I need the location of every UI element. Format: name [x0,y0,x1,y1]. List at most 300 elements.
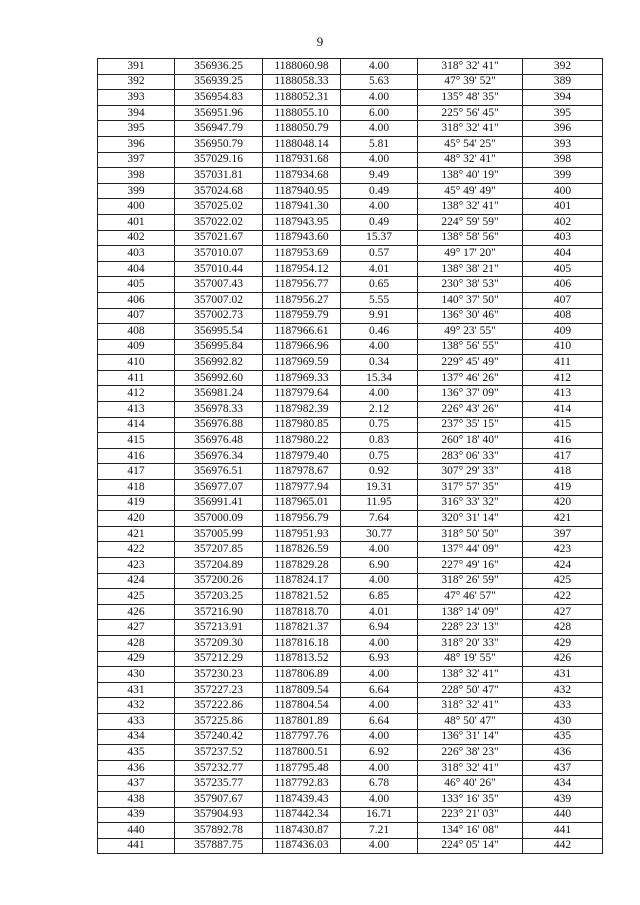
table-row [98,152,603,168]
y-coordinate-cell: 1187978.67 [263,464,341,480]
table-row [98,214,603,230]
y-coordinate-cell: 1187829.28 [263,558,341,574]
distance-cell: 4.01 [341,261,418,277]
table-row [98,698,603,714]
next-point-cell: 394 [523,90,603,106]
table-row [98,651,603,667]
table-row [98,308,603,324]
table-row [98,589,603,605]
bearing-cell: 136° 30' 46" [418,308,523,324]
x-coordinate-cell: 357022.02 [175,214,263,230]
distance-cell: 7.64 [341,511,418,527]
x-coordinate-cell: 357200.26 [175,573,263,589]
y-coordinate-cell: 1187956.27 [263,292,341,308]
next-point-cell: 433 [523,698,603,714]
table-row [98,807,603,823]
point-number-cell: 434 [98,729,175,745]
x-coordinate-cell: 356976.51 [175,464,263,480]
table-row [98,199,603,215]
table-row [98,667,603,683]
distance-cell: 4.00 [341,339,418,355]
bearing-cell: 320° 31' 14" [418,511,523,527]
distance-cell: 9.49 [341,168,418,184]
point-number-cell: 435 [98,745,175,761]
table-row [98,823,603,839]
distance-cell: 5.63 [341,74,418,90]
y-coordinate-cell: 1187436.03 [263,838,341,854]
x-coordinate-cell: 356977.07 [175,480,263,496]
table-row [98,838,603,854]
point-number-cell: 409 [98,339,175,355]
distance-cell: 15.37 [341,230,418,246]
bearing-cell: 224° 59' 59" [418,214,523,230]
bearing-cell: 135° 48' 35" [418,90,523,106]
point-number-cell: 422 [98,542,175,558]
y-coordinate-cell: 1187430.87 [263,823,341,839]
next-point-cell: 426 [523,651,603,667]
point-number-cell: 429 [98,651,175,667]
next-point-cell: 419 [523,480,603,496]
y-coordinate-cell: 1187797.76 [263,729,341,745]
bearing-cell: 136° 31' 14" [418,729,523,745]
bearing-cell: 47° 39' 52" [418,74,523,90]
bearing-cell: 45° 54' 25" [418,136,523,152]
x-coordinate-cell: 357025.02 [175,199,263,215]
table-row [98,573,603,589]
y-coordinate-cell: 1187980.22 [263,433,341,449]
point-number-cell: 430 [98,667,175,683]
next-point-cell: 397 [523,526,603,542]
next-point-cell: 431 [523,667,603,683]
next-point-cell: 429 [523,635,603,651]
x-coordinate-cell: 356939.25 [175,74,263,90]
table-row [98,324,603,340]
y-coordinate-cell: 1187818.70 [263,604,341,620]
distance-cell: 4.00 [341,386,418,402]
point-number-cell: 424 [98,573,175,589]
next-point-cell: 440 [523,807,603,823]
y-coordinate-cell: 1187934.68 [263,168,341,184]
bearing-cell: 138° 14' 09" [418,604,523,620]
distance-cell: 5.55 [341,292,418,308]
distance-cell: 7.21 [341,823,418,839]
next-point-cell: 425 [523,573,603,589]
y-coordinate-cell: 1187956.77 [263,277,341,293]
y-coordinate-cell: 1187969.33 [263,370,341,386]
y-coordinate-cell: 1187940.95 [263,183,341,199]
y-coordinate-cell: 1187809.54 [263,682,341,698]
x-coordinate-cell: 357216.90 [175,604,263,620]
point-number-cell: 425 [98,589,175,605]
point-number-cell: 412 [98,386,175,402]
next-point-cell: 407 [523,292,603,308]
point-number-cell: 402 [98,230,175,246]
bearing-cell: 137° 46' 26" [418,370,523,386]
coordinates-table-body [98,59,603,854]
point-number-cell: 391 [98,59,175,75]
point-number-cell: 421 [98,526,175,542]
y-coordinate-cell: 1187800.51 [263,745,341,761]
table-row [98,417,603,433]
bearing-cell: 48° 19' 55" [418,651,523,667]
x-coordinate-cell: 356991.41 [175,495,263,511]
page-number: 9 [316,34,324,49]
point-number-cell: 441 [98,838,175,854]
next-point-cell: 403 [523,230,603,246]
table-row [98,511,603,527]
y-coordinate-cell: 1187979.64 [263,386,341,402]
table-row [98,74,603,90]
distance-cell: 4.00 [341,59,418,75]
x-coordinate-cell: 356947.79 [175,121,263,137]
x-coordinate-cell: 357232.77 [175,760,263,776]
bearing-cell: 138° 56' 55" [418,339,523,355]
point-number-cell: 414 [98,417,175,433]
x-coordinate-cell: 357007.02 [175,292,263,308]
table-row [98,729,603,745]
table-row [98,246,603,262]
x-coordinate-cell: 357209.30 [175,635,263,651]
x-coordinate-cell: 357240.42 [175,729,263,745]
next-point-cell: 442 [523,838,603,854]
x-coordinate-cell: 356995.84 [175,339,263,355]
bearing-cell: 133° 16' 35" [418,791,523,807]
table-row [98,183,603,199]
next-point-cell: 416 [523,433,603,449]
distance-cell: 6.93 [341,651,418,667]
bearing-cell: 136° 37' 09" [418,386,523,402]
next-point-cell: 435 [523,729,603,745]
next-point-cell: 411 [523,355,603,371]
distance-cell: 0.75 [341,417,418,433]
x-coordinate-cell: 356976.48 [175,433,263,449]
y-coordinate-cell: 1187953.69 [263,246,341,262]
y-coordinate-cell: 1187795.48 [263,760,341,776]
point-number-cell: 395 [98,121,175,137]
point-number-cell: 415 [98,433,175,449]
next-point-cell: 401 [523,199,603,215]
table-row [98,90,603,106]
next-point-cell: 427 [523,604,603,620]
bearing-cell: 138° 32' 41" [418,667,523,683]
bearing-cell: 137° 44' 09" [418,542,523,558]
bearing-cell: 138° 32' 41" [418,199,523,215]
next-point-cell: 420 [523,495,603,511]
bearing-cell: 228° 50' 47" [418,682,523,698]
distance-cell: 0.49 [341,214,418,230]
x-coordinate-cell: 357235.77 [175,776,263,792]
next-point-cell: 424 [523,558,603,574]
bearing-cell: 318° 32' 41" [418,698,523,714]
next-point-cell: 421 [523,511,603,527]
table-row [98,745,603,761]
distance-cell: 6.92 [341,745,418,761]
y-coordinate-cell: 1187801.89 [263,713,341,729]
distance-cell: 0.65 [341,277,418,293]
y-coordinate-cell: 1187821.52 [263,589,341,605]
table-row [98,261,603,277]
x-coordinate-cell: 357230.23 [175,667,263,683]
y-coordinate-cell: 1187931.68 [263,152,341,168]
distance-cell: 6.64 [341,713,418,729]
distance-cell: 0.49 [341,183,418,199]
point-number-cell: 433 [98,713,175,729]
point-number-cell: 413 [98,402,175,418]
point-number-cell: 436 [98,760,175,776]
y-coordinate-cell: 1188048.14 [263,136,341,152]
x-coordinate-cell: 357000.09 [175,511,263,527]
next-point-cell: 428 [523,620,603,636]
distance-cell: 4.00 [341,121,418,137]
bearing-cell: 230° 38' 53" [418,277,523,293]
y-coordinate-cell: 1187826.59 [263,542,341,558]
table-row [98,542,603,558]
table-row [98,558,603,574]
point-number-cell: 440 [98,823,175,839]
table-row [98,791,603,807]
distance-cell: 15.34 [341,370,418,386]
y-coordinate-cell: 1188052.31 [263,90,341,106]
distance-cell: 6.00 [341,105,418,121]
y-coordinate-cell: 1187804.54 [263,698,341,714]
distance-cell: 0.34 [341,355,418,371]
next-point-cell: 409 [523,324,603,340]
table-row [98,168,603,184]
bearing-cell: 229° 45' 49" [418,355,523,371]
bearing-cell: 48° 32' 41" [418,152,523,168]
bearing-cell: 228° 23' 13" [418,620,523,636]
next-point-cell: 396 [523,121,603,137]
distance-cell: 0.75 [341,448,418,464]
y-coordinate-cell: 1187824.17 [263,573,341,589]
x-coordinate-cell: 357005.99 [175,526,263,542]
y-coordinate-cell: 1187966.96 [263,339,341,355]
next-point-cell: 404 [523,246,603,262]
bearing-cell: 45° 49' 49" [418,183,523,199]
table-row [98,355,603,371]
distance-cell: 19.31 [341,480,418,496]
bearing-cell: 318° 32' 41" [418,121,523,137]
distance-cell: 0.57 [341,246,418,262]
x-coordinate-cell: 357010.07 [175,246,263,262]
x-coordinate-cell: 356976.34 [175,448,263,464]
next-point-cell: 395 [523,105,603,121]
point-number-cell: 432 [98,698,175,714]
next-point-cell: 400 [523,183,603,199]
x-coordinate-cell: 357904.93 [175,807,263,823]
bearing-cell: 283° 06' 33" [418,448,523,464]
table-row [98,464,603,480]
table-row [98,402,603,418]
distance-cell: 4.00 [341,729,418,745]
point-number-cell: 439 [98,807,175,823]
next-point-cell: 434 [523,776,603,792]
point-number-cell: 418 [98,480,175,496]
x-coordinate-cell: 357010.44 [175,261,263,277]
table-row [98,713,603,729]
bearing-cell: 138° 40' 19" [418,168,523,184]
next-point-cell: 408 [523,308,603,324]
table-row [98,370,603,386]
distance-cell: 6.90 [341,558,418,574]
distance-cell: 4.00 [341,542,418,558]
next-point-cell: 413 [523,386,603,402]
point-number-cell: 419 [98,495,175,511]
y-coordinate-cell: 1187442.34 [263,807,341,823]
distance-cell: 4.00 [341,760,418,776]
next-point-cell: 432 [523,682,603,698]
point-number-cell: 423 [98,558,175,574]
distance-cell: 30.77 [341,526,418,542]
x-coordinate-cell: 357212.29 [175,651,263,667]
point-number-cell: 406 [98,292,175,308]
next-point-cell: 393 [523,136,603,152]
point-number-cell: 408 [98,324,175,340]
bearing-cell: 316° 33' 32" [418,495,523,511]
x-coordinate-cell: 357887.75 [175,838,263,854]
point-number-cell: 396 [98,136,175,152]
distance-cell: 9.91 [341,308,418,324]
x-coordinate-cell: 356954.83 [175,90,263,106]
next-point-cell: 398 [523,152,603,168]
bearing-cell: 223° 21' 03" [418,807,523,823]
x-coordinate-cell: 357203.25 [175,589,263,605]
bearing-cell: 49° 17' 20" [418,246,523,262]
distance-cell: 4.00 [341,573,418,589]
next-point-cell: 418 [523,464,603,480]
x-coordinate-cell: 356978.33 [175,402,263,418]
bearing-cell: 47° 46' 57" [418,589,523,605]
bearing-cell: 318° 20' 33" [418,635,523,651]
x-coordinate-cell: 356992.82 [175,355,263,371]
point-number-cell: 407 [98,308,175,324]
y-coordinate-cell: 1187941.30 [263,199,341,215]
y-coordinate-cell: 1187982.39 [263,402,341,418]
next-point-cell: 423 [523,542,603,558]
point-number-cell: 400 [98,199,175,215]
table-row [98,292,603,308]
distance-cell: 4.00 [341,635,418,651]
bearing-cell: 138° 38' 21" [418,261,523,277]
x-coordinate-cell: 357892.78 [175,823,263,839]
bearing-cell: 237° 35' 15" [418,417,523,433]
next-point-cell: 402 [523,214,603,230]
distance-cell: 4.00 [341,838,418,854]
point-number-cell: 403 [98,246,175,262]
distance-cell: 2.12 [341,402,418,418]
x-coordinate-cell: 357225.86 [175,713,263,729]
bearing-cell: 318° 50' 50" [418,526,523,542]
table-row [98,682,603,698]
distance-cell: 0.46 [341,324,418,340]
table-row [98,776,603,792]
point-number-cell: 410 [98,355,175,371]
x-coordinate-cell: 357213.91 [175,620,263,636]
point-number-cell: 426 [98,604,175,620]
y-coordinate-cell: 1187943.95 [263,214,341,230]
next-point-cell: 415 [523,417,603,433]
table-row [98,121,603,137]
distance-cell: 4.00 [341,152,418,168]
distance-cell: 4.00 [341,199,418,215]
distance-cell: 6.94 [341,620,418,636]
point-number-cell: 417 [98,464,175,480]
bearing-cell: 46° 40' 26" [418,776,523,792]
next-point-cell: 436 [523,745,603,761]
bearing-cell: 260° 18' 40" [418,433,523,449]
table-row [98,59,603,75]
bearing-cell: 225° 56' 45" [418,105,523,121]
y-coordinate-cell: 1187439.43 [263,791,341,807]
bearing-cell: 317° 57' 35" [418,480,523,496]
bearing-cell: 318° 32' 41" [418,59,523,75]
point-number-cell: 399 [98,183,175,199]
distance-cell: 5.81 [341,136,418,152]
table-row [98,277,603,293]
distance-cell: 0.92 [341,464,418,480]
point-number-cell: 411 [98,370,175,386]
x-coordinate-cell: 357031.81 [175,168,263,184]
y-coordinate-cell: 1188060.98 [263,59,341,75]
x-coordinate-cell: 356995.54 [175,324,263,340]
table-row [98,105,603,121]
next-point-cell: 441 [523,823,603,839]
bearing-cell: 224° 05' 14" [418,838,523,854]
y-coordinate-cell: 1187813.52 [263,651,341,667]
point-number-cell: 397 [98,152,175,168]
bearing-cell: 49° 23' 55" [418,324,523,340]
x-coordinate-cell: 356950.79 [175,136,263,152]
x-coordinate-cell: 357207.85 [175,542,263,558]
point-number-cell: 437 [98,776,175,792]
table-row [98,386,603,402]
next-point-cell: 439 [523,791,603,807]
point-number-cell: 431 [98,682,175,698]
next-point-cell: 410 [523,339,603,355]
point-number-cell: 392 [98,74,175,90]
next-point-cell: 399 [523,168,603,184]
y-coordinate-cell: 1188058.33 [263,74,341,90]
point-number-cell: 438 [98,791,175,807]
x-coordinate-cell: 357237.52 [175,745,263,761]
next-point-cell: 417 [523,448,603,464]
next-point-cell: 392 [523,59,603,75]
y-coordinate-cell: 1187816.18 [263,635,341,651]
y-coordinate-cell: 1187966.61 [263,324,341,340]
distance-cell: 16.71 [341,807,418,823]
x-coordinate-cell: 357204.89 [175,558,263,574]
bearing-cell: 227° 49' 16" [418,558,523,574]
x-coordinate-cell: 356936.25 [175,59,263,75]
x-coordinate-cell: 357907.67 [175,791,263,807]
point-number-cell: 394 [98,105,175,121]
next-point-cell: 437 [523,760,603,776]
next-point-cell: 406 [523,277,603,293]
table-row [98,448,603,464]
table-row [98,339,603,355]
x-coordinate-cell: 357002.73 [175,308,263,324]
y-coordinate-cell: 1187980.85 [263,417,341,433]
table-row [98,433,603,449]
x-coordinate-cell: 357024.68 [175,183,263,199]
distance-cell: 6.78 [341,776,418,792]
x-coordinate-cell: 356981.24 [175,386,263,402]
table-row [98,136,603,152]
x-coordinate-cell: 357227.23 [175,682,263,698]
x-coordinate-cell: 356976.88 [175,417,263,433]
x-coordinate-cell: 356992.60 [175,370,263,386]
bearing-cell: 318° 26' 59" [418,573,523,589]
